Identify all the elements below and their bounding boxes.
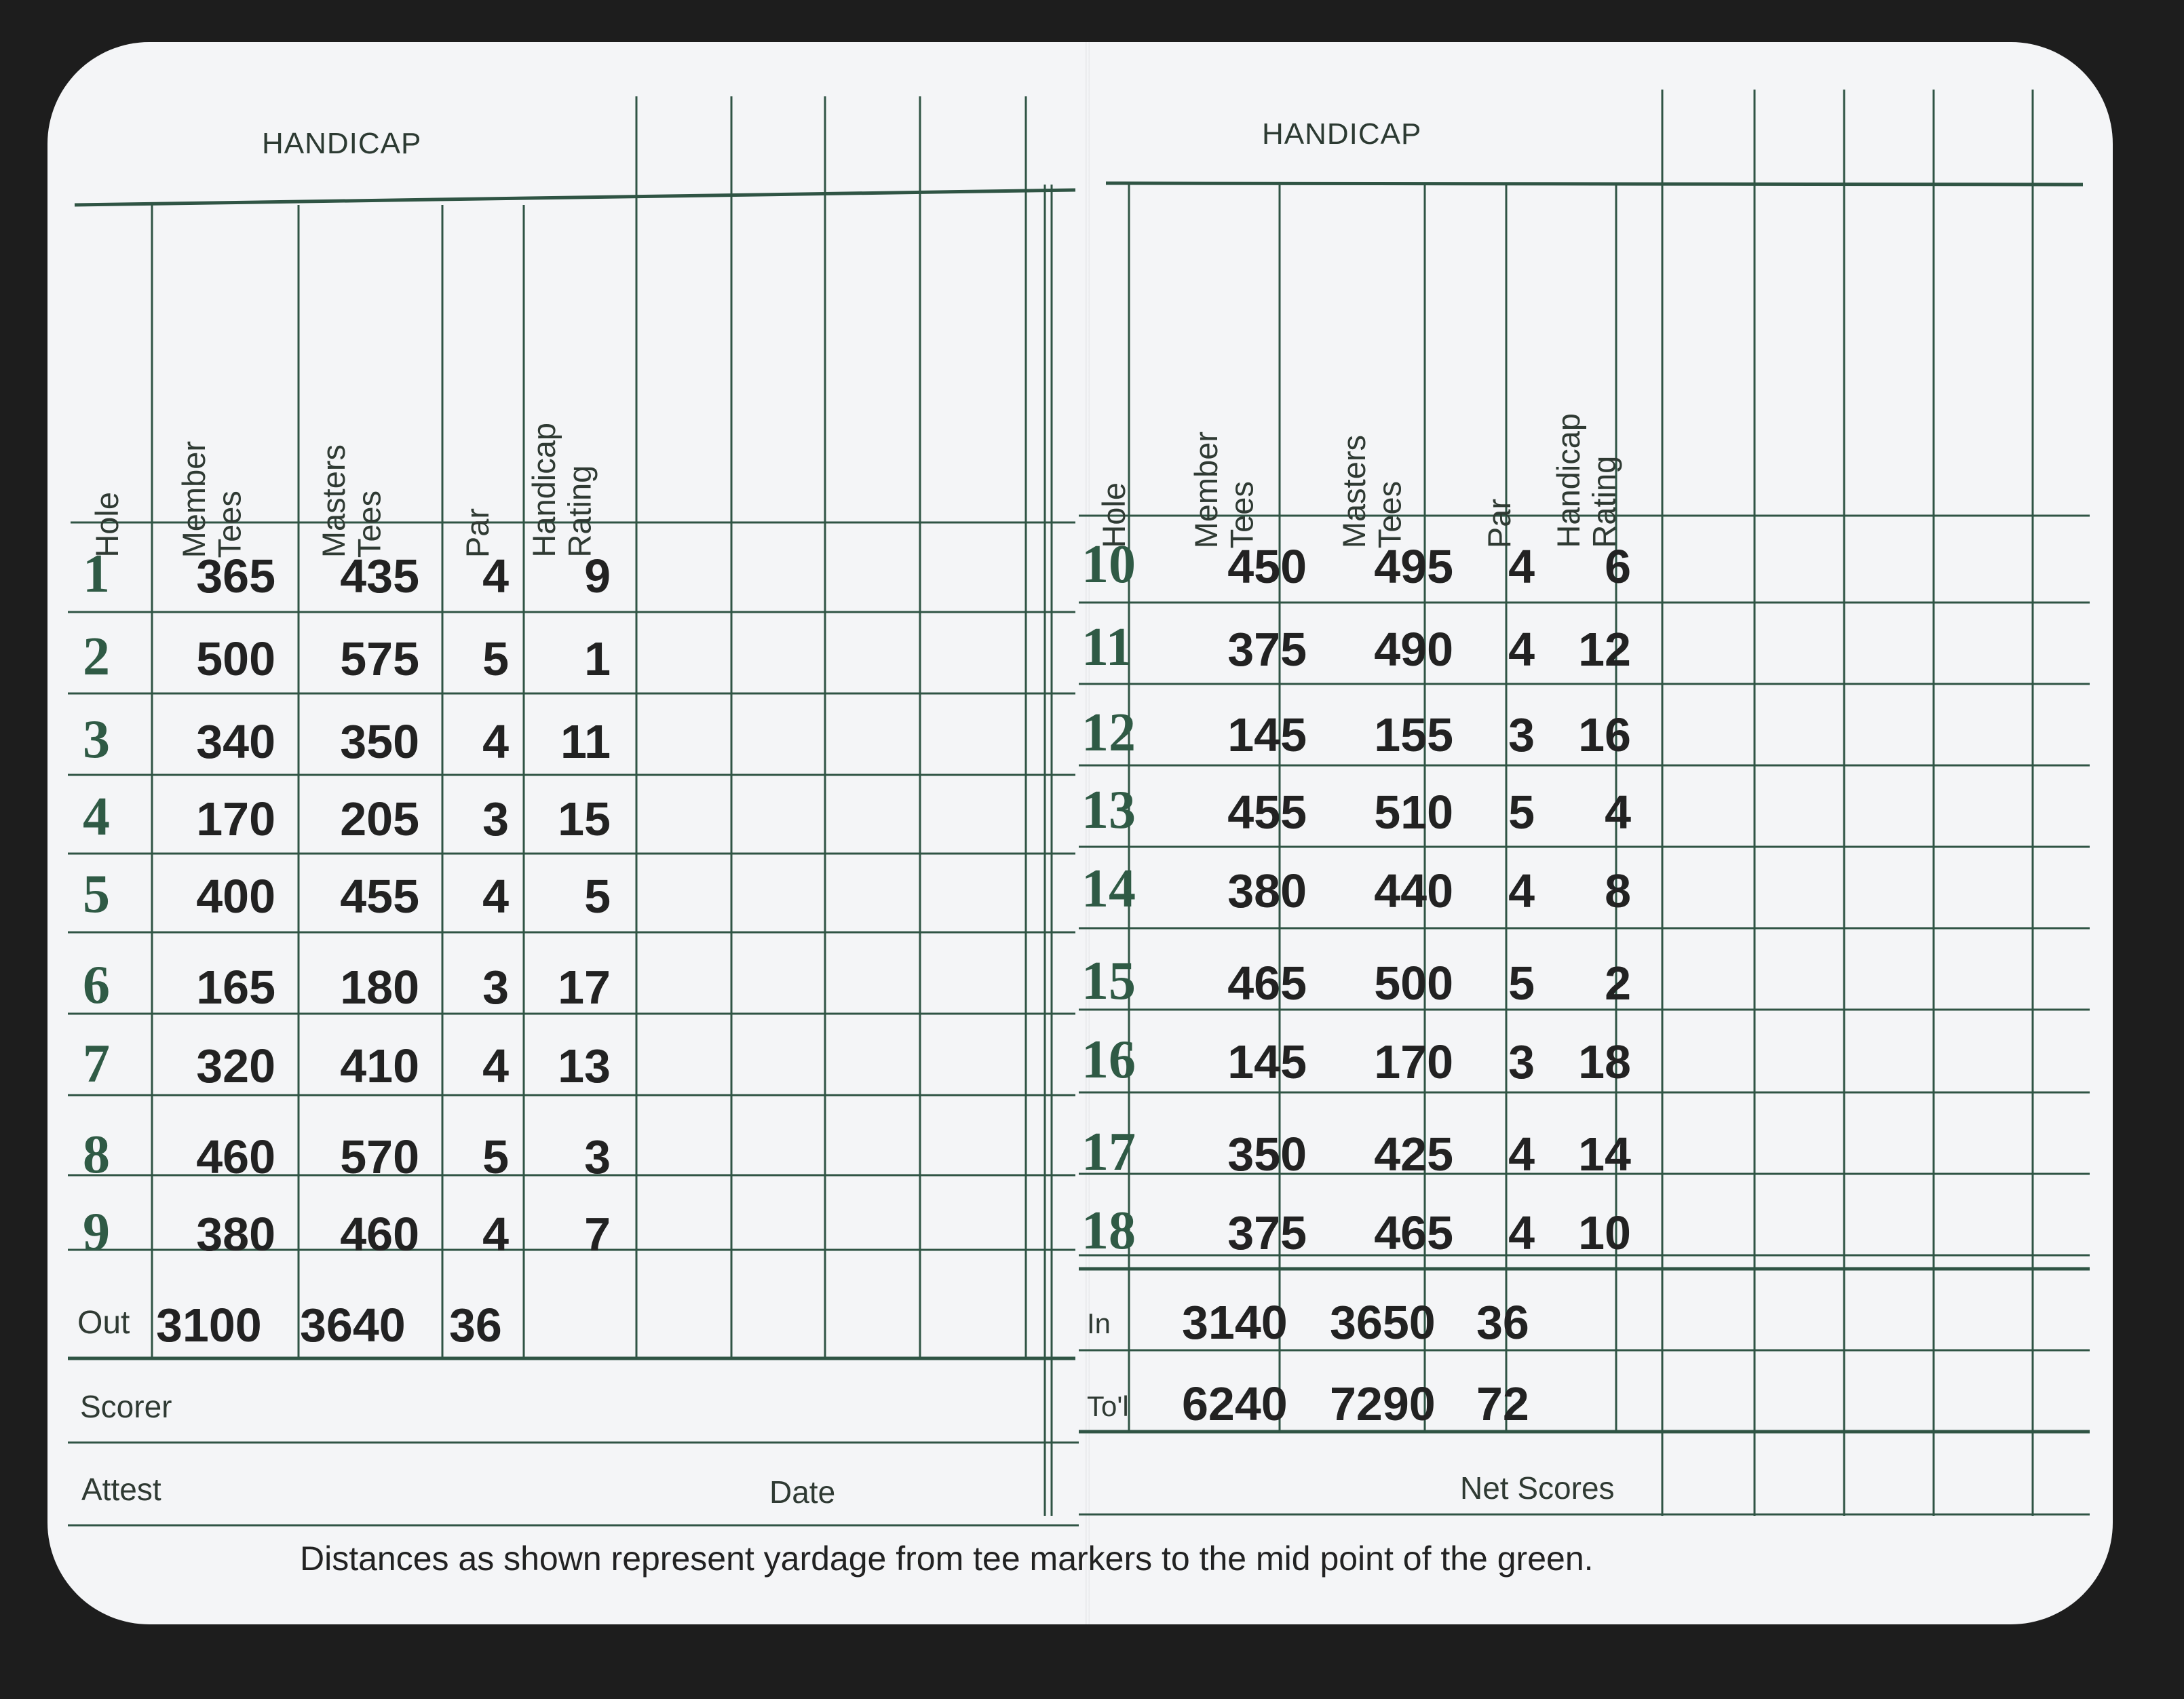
back-member-tees-cell: 450 xyxy=(1227,540,1307,593)
back-hole-cell: 11 xyxy=(1081,617,1133,677)
back-handicap-rating-cell: 2 xyxy=(1605,957,1631,1010)
front-masters-tees-cell: 205 xyxy=(340,793,419,845)
back-hole-cell: 16 xyxy=(1081,1030,1136,1090)
front-hole-cell: 2 xyxy=(83,627,110,687)
back-hole-cell: 10 xyxy=(1081,535,1136,594)
back-hole-cell: 17 xyxy=(1081,1122,1136,1182)
back-handicap-rating-cell: 8 xyxy=(1605,864,1631,917)
front-member-tees-cell: 460 xyxy=(196,1130,275,1183)
distances-note: Distances as shown represent yardage from tee markers to the mid point of the green. xyxy=(300,1540,1594,1578)
front-hole-cell: 4 xyxy=(83,787,110,847)
back-masters-tees-column-header: Masters Tees xyxy=(1336,434,1408,548)
back-handicap-rating-column-header: Handicap Rating xyxy=(1550,413,1622,548)
back-par-cell: 3 xyxy=(1508,1035,1535,1088)
in-member-total: 3140 xyxy=(1182,1296,1288,1349)
front-member-tees-column-header: Member Tees xyxy=(176,440,248,558)
front-par-cell: 5 xyxy=(482,632,509,685)
front-par-column-header: Par xyxy=(459,508,495,558)
back-masters-tees-cell: 170 xyxy=(1374,1035,1453,1088)
scorecard xyxy=(47,42,2113,1624)
front-par-cell: 4 xyxy=(482,870,509,923)
front-masters-tees-cell: 460 xyxy=(340,1208,419,1261)
front-member-tees-cell: 340 xyxy=(196,715,275,768)
front-masters-tees-cell: 350 xyxy=(340,715,419,768)
back-handicap-rating-cell: 14 xyxy=(1578,1128,1631,1181)
back-masters-tees-cell: 495 xyxy=(1374,540,1453,593)
back-member-tees-cell: 465 xyxy=(1227,957,1307,1010)
front-par-cell: 4 xyxy=(482,550,509,603)
front-member-tees-cell: 320 xyxy=(196,1039,275,1092)
front-hole-cell: 5 xyxy=(83,864,110,924)
out-member-total: 3100 xyxy=(156,1299,262,1352)
back-masters-tees-cell: 155 xyxy=(1374,708,1453,761)
back-hole-cell: 12 xyxy=(1081,703,1136,763)
back-masters-tees-cell: 500 xyxy=(1374,957,1453,1010)
grand-total-member: 6240 xyxy=(1182,1377,1288,1430)
front-masters-tees-cell: 575 xyxy=(340,632,419,685)
front-masters-tees-cell: 570 xyxy=(340,1130,419,1183)
back-member-tees-cell: 380 xyxy=(1227,864,1307,917)
front-handicap-rating-column-header: Handicap Rating xyxy=(526,423,598,558)
out-label: Out xyxy=(77,1305,130,1341)
front-par-cell: 4 xyxy=(482,1208,509,1261)
attest-label: Attest xyxy=(81,1472,161,1507)
front-member-tees-cell: 400 xyxy=(196,870,275,923)
in-label: In xyxy=(1087,1307,1111,1339)
front-member-tees-cell: 165 xyxy=(196,961,275,1014)
back-header-rule xyxy=(1106,183,2083,185)
front-masters-tees-cell: 410 xyxy=(340,1039,419,1092)
front-handicap-rating-cell: 11 xyxy=(560,715,611,768)
back-par-cell: 4 xyxy=(1508,864,1535,917)
front-par-cell: 3 xyxy=(482,961,509,1014)
back-masters-tees-cell: 440 xyxy=(1374,864,1453,917)
front-handicap-rating-cell: 17 xyxy=(558,961,611,1014)
front-member-tees-cell: 365 xyxy=(196,550,275,603)
grand-total-masters: 7290 xyxy=(1330,1377,1436,1430)
back-member-tees-cell: 145 xyxy=(1227,1035,1307,1088)
back-handicap-rating-cell: 4 xyxy=(1605,786,1631,839)
back-par-cell: 5 xyxy=(1508,957,1535,1010)
front-member-tees-cell: 170 xyxy=(196,793,275,845)
back-masters-tees-cell: 510 xyxy=(1374,786,1453,839)
front-handicap-rating-cell: 3 xyxy=(584,1130,611,1183)
front-hole-cell: 3 xyxy=(83,710,110,769)
back-handicap-rating-cell: 12 xyxy=(1578,623,1631,676)
back-par-cell: 4 xyxy=(1508,1206,1535,1259)
back-masters-tees-cell: 465 xyxy=(1374,1206,1453,1259)
front-hole-cell: 7 xyxy=(83,1034,110,1094)
back-par-cell: 3 xyxy=(1508,708,1535,761)
front-header-rule xyxy=(75,190,1075,205)
front-handicap-rating-cell: 13 xyxy=(558,1039,611,1092)
back-member-tees-cell: 455 xyxy=(1227,786,1307,839)
front-par-cell: 4 xyxy=(482,1039,509,1092)
back-member-tees-cell: 350 xyxy=(1227,1128,1307,1181)
in-par-total: 36 xyxy=(1476,1296,1529,1349)
grand-total-par: 72 xyxy=(1476,1377,1529,1430)
front-member-tees-cell: 380 xyxy=(196,1208,275,1261)
in-masters-total: 3650 xyxy=(1330,1296,1436,1349)
front-hole-cell: 9 xyxy=(83,1202,110,1262)
front-handicap-rating-cell: 1 xyxy=(584,632,611,685)
front-handicap-rating-cell: 15 xyxy=(558,793,611,845)
front-masters-tees-column-header: Masters Tees xyxy=(315,444,387,558)
back-member-tees-cell: 145 xyxy=(1227,708,1307,761)
front-handicap-rating-cell: 9 xyxy=(584,550,611,603)
back-handicap-rating-cell: 16 xyxy=(1578,708,1631,761)
back-handicap-rating-cell: 10 xyxy=(1578,1206,1631,1259)
back-par-cell: 4 xyxy=(1508,1128,1535,1181)
back-handicap-header: HANDICAP xyxy=(1262,117,1422,151)
back-hole-cell: 15 xyxy=(1081,951,1136,1011)
back-par-cell: 4 xyxy=(1508,540,1535,593)
out-masters-total: 3640 xyxy=(300,1299,406,1352)
front-hole-cell: 8 xyxy=(83,1125,110,1185)
front-par-cell: 5 xyxy=(482,1130,509,1183)
front-handicap-header: HANDICAP xyxy=(262,127,422,160)
front-handicap-rating-cell: 7 xyxy=(584,1208,611,1261)
back-member-tees-column-header: Member Tees xyxy=(1188,431,1260,548)
front-par-cell: 3 xyxy=(482,793,509,845)
back-par-cell: 5 xyxy=(1508,786,1535,839)
back-handicap-rating-cell: 6 xyxy=(1605,540,1631,593)
front-hole-cell: 6 xyxy=(83,955,110,1015)
back-hole-cell: 18 xyxy=(1081,1201,1136,1261)
back-hole-cell: 14 xyxy=(1081,859,1136,919)
front-masters-tees-cell: 180 xyxy=(340,961,419,1014)
back-hole-column-header: Hole xyxy=(1096,482,1132,548)
front-par-cell: 4 xyxy=(482,715,509,768)
back-hole-cell: 13 xyxy=(1081,780,1136,840)
back-handicap-rating-cell: 18 xyxy=(1578,1035,1631,1088)
front-masters-tees-cell: 455 xyxy=(340,870,419,923)
back-par-column-header: Par xyxy=(1481,498,1517,548)
back-member-tees-cell: 375 xyxy=(1227,623,1307,676)
front-handicap-rating-cell: 5 xyxy=(584,870,611,923)
back-masters-tees-cell: 425 xyxy=(1374,1128,1453,1181)
date-label: Date xyxy=(769,1474,836,1510)
out-par-total: 36 xyxy=(449,1299,502,1352)
scorer-label: Scorer xyxy=(80,1389,172,1424)
front-hole-cell: 1 xyxy=(83,544,110,604)
front-masters-tees-cell: 435 xyxy=(340,550,419,603)
grand-total-label: To'l xyxy=(1087,1390,1129,1422)
back-par-cell: 4 xyxy=(1508,623,1535,676)
back-masters-tees-cell: 490 xyxy=(1374,623,1453,676)
front-member-tees-cell: 500 xyxy=(196,632,275,685)
net-scores-label: Net Scores xyxy=(1460,1470,1615,1506)
front-hole-column-header: Hole xyxy=(89,492,125,558)
back-member-tees-cell: 375 xyxy=(1227,1206,1307,1259)
